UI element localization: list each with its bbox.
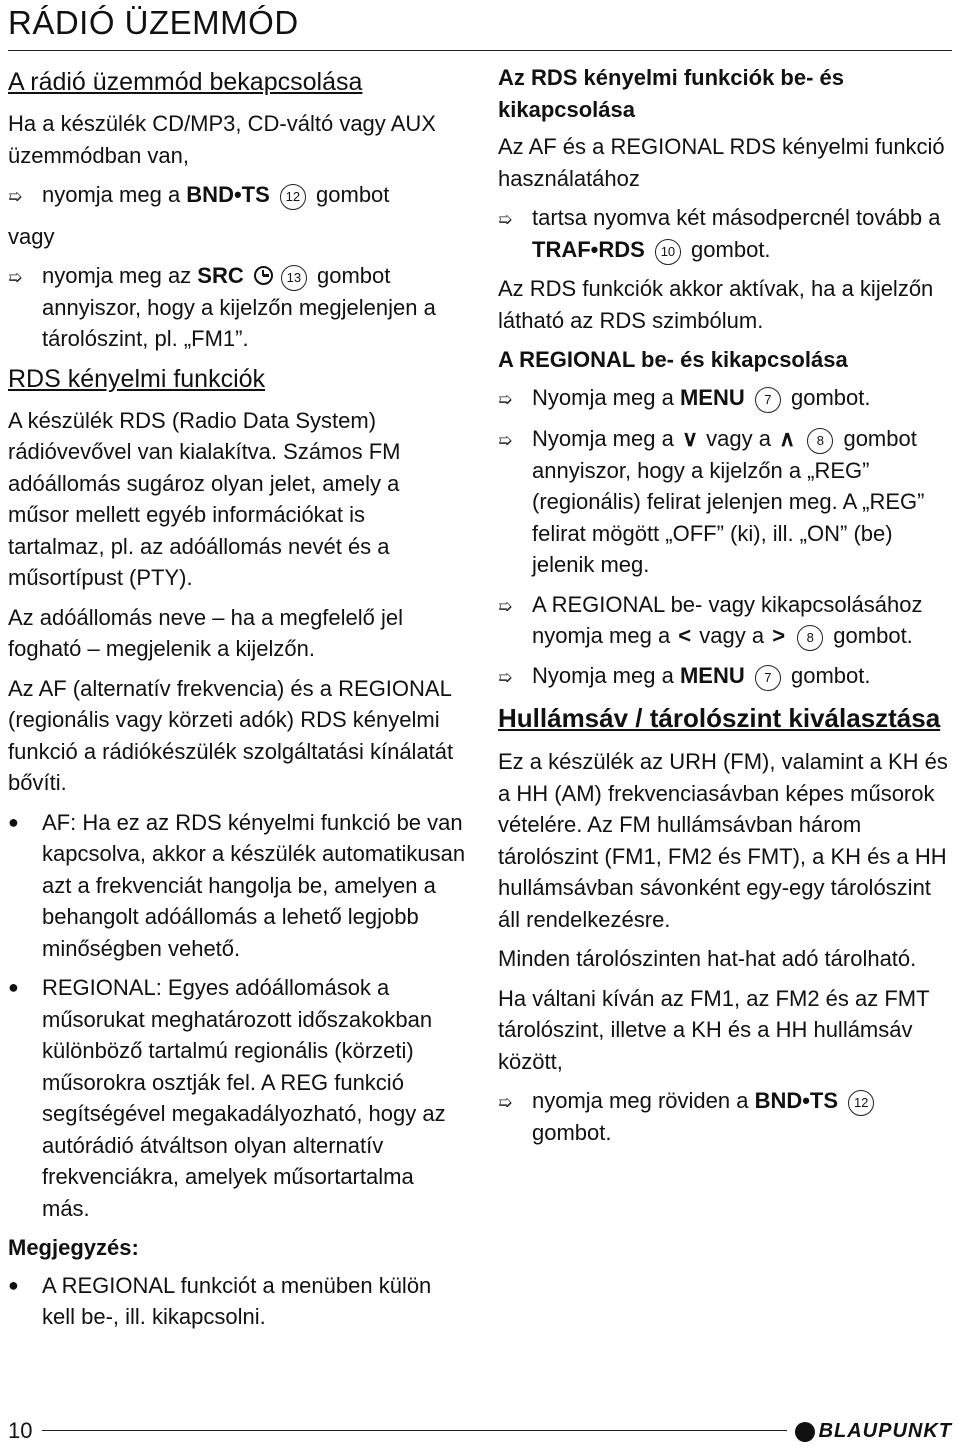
paragraph: Ez a készülék az URH (FM), valamint a KH és a HH (AM) frekvenciasávban képes műsorok vételére. Az FM hullámsávban három tárolószint (FM1, FM2 és FMT), a KH és a HH hullámsávban sávonként egy-egy tárolószint áll rendelkezésre. bbox=[498, 749, 948, 932]
paragraph: Ha a készülék CD/MP3, CD-váltó vagy AUX üzemmódban van, bbox=[8, 111, 436, 168]
arrow-icon: ➯ bbox=[498, 667, 513, 687]
key-number-badge: 13 bbox=[281, 265, 307, 291]
paragraph: Az RDS funkciók akkor aktívak, ha a kijelzőn látható az RDS szimbólum. bbox=[498, 276, 934, 333]
key-number-badge: 8 bbox=[797, 625, 823, 651]
left-column bbox=[8, 62, 466, 1341]
key-label: MENU bbox=[679, 662, 745, 688]
arrow-icon: ➯ bbox=[8, 187, 23, 206]
arrow-icon: ➯ bbox=[498, 431, 513, 450]
paragraph: Ha váltani kíván az FM1, az FM2 és az FMT tárolószint, illetve a KH és a HH hullámsáv között, bbox=[498, 985, 930, 1074]
clock-icon bbox=[254, 266, 273, 285]
key-number-badge: 10 bbox=[655, 239, 681, 265]
instruction-item: ➯ nyomja meg az SRC 13 gombot annyiszor, hogy a kijelzőn megjelenjen a tárolószint, pl. „FM1”. bbox=[8, 260, 466, 355]
arrow-icon: ➯ bbox=[498, 210, 513, 229]
bullet-item-regional: ● REGIONAL: Egyes adóállomások a műsorukat meghatározott időszakokban különböző tartalmú regionális (körzeti) műsorokra osztják fel. A REG funkció segítségével megakadályozható, hogy az autórádió átváltson olyan alternatív frekvenciákra, amelyek műsortartalma más. bbox=[8, 972, 466, 1224]
instruction-item: ➯ Nyomja meg a ∨ vagy a ∧ 8 gombot annyiszor, hogy a kijelzőn a „REG” (regionális) felirat jelenjen meg. A „REG” felirat mögött „OFF” (ki), ill. „ON” (be) jelenik meg. bbox=[498, 423, 954, 581]
bullet-item-af: ● AF: Ha ez az RDS kényelmi funkció be van kapcsolva, akkor a készülék automatikusan azt a frekvenciát hangolja be, amelyen a behangolt adóállomás a lehető legjobb minőségben vehető. bbox=[8, 807, 466, 965]
chevron-left-icon: < bbox=[678, 623, 692, 648]
bullet-icon: ● bbox=[8, 1274, 19, 1295]
key-number-badge: 12 bbox=[848, 1090, 874, 1116]
key-number-badge: 7 bbox=[755, 665, 781, 691]
chevron-down-icon: ∨ bbox=[681, 426, 699, 451]
section-heading-band: Hullámsáv / tárolószint kiválasztása bbox=[498, 703, 941, 733]
bullet-icon: ● bbox=[8, 977, 19, 997]
brand-mark-icon bbox=[795, 1422, 815, 1442]
instruction-item: ➯ A REGIONAL be- vagy kikapcsolásához nyomja meg a < vagy a > 8 gombot. bbox=[498, 589, 954, 652]
or-text: vagy bbox=[8, 223, 55, 249]
key-label: MENU bbox=[679, 384, 745, 410]
arrow-icon: ➯ bbox=[498, 1093, 513, 1112]
section-heading-rds-toggle: Az RDS kényelmi funkciók be- és kikapcsolása bbox=[498, 65, 844, 122]
note-heading: Megjegyzés: bbox=[8, 1235, 139, 1260]
right-column bbox=[498, 62, 954, 1156]
brand-name: BLAUPUNKT bbox=[818, 1420, 952, 1442]
paragraph: A készülék RDS (Radio Data System) rádióvevővel van kialakítva. Számos FM adóállomás sugároz olyan jelet, amely a műsor mellett egyéb információkat is tartalmaz, pl. az adóállomás nevét és a műsortípust (PTY). bbox=[8, 407, 401, 590]
brand-logo bbox=[787, 1420, 952, 1443]
paragraph: Az adóállomás neve – ha a megfelelő jel fogható – megjelenik a kijelzőn. bbox=[8, 604, 404, 661]
paragraph: Az AF és a REGIONAL RDS kényelmi funkció használatához bbox=[498, 134, 945, 191]
instruction-item: ➯ nyomja meg a BND•TS 12 gombot bbox=[8, 179, 466, 213]
bullet-icon: ● bbox=[8, 811, 19, 832]
instruction-item: ➯ Nyomja meg a MENU 7 gombot. bbox=[498, 382, 954, 416]
key-label: TRAF•RDS bbox=[532, 236, 645, 262]
title-divider bbox=[8, 50, 952, 51]
instruction-item: ➯ tartsa nyomva két másodpercnél tovább a TRAF•RDS 10 gombot. bbox=[498, 202, 954, 265]
arrow-icon: ➯ bbox=[498, 596, 513, 616]
instruction-item: ➯ Nyomja meg a MENU 7 gombot. bbox=[498, 660, 954, 694]
note-bullet: ● A REGIONAL funkciót a menüben külön kell be-, ill. kikapcsolni. bbox=[8, 1270, 466, 1333]
paragraph: Az AF (alternatív frekvencia) és a REGIONAL (regionális vagy körzeti adók) RDS kényelmi funkció a rádiókészülék szolgáltatási kínálatát bővíti. bbox=[8, 675, 454, 795]
key-number-badge: 12 bbox=[280, 184, 306, 210]
section-heading-regional: A REGIONAL be- és kikapcsolása bbox=[498, 347, 848, 372]
chevron-up-icon: ∧ bbox=[779, 426, 796, 451]
paragraph: Minden tárolószinten hat-hat adó tárolható. bbox=[498, 946, 917, 971]
section-heading-rds: RDS kényelmi funkciók bbox=[8, 364, 266, 393]
key-label: SRC bbox=[197, 263, 244, 288]
arrow-icon: ➯ bbox=[8, 268, 23, 287]
arrow-icon: ➯ bbox=[498, 389, 513, 409]
key-number-badge: 8 bbox=[807, 428, 833, 454]
section-heading-radio-on: A rádió üzemmód bekapcsolása bbox=[8, 68, 363, 96]
chevron-right-icon: > bbox=[772, 623, 786, 648]
instruction-item: ➯ nyomja meg röviden a BND•TS 12 gombot. bbox=[498, 1085, 954, 1148]
page-number: 10 bbox=[8, 1418, 33, 1443]
key-label: BND•TS bbox=[754, 1088, 839, 1113]
key-label: BND•TS bbox=[186, 182, 270, 207]
key-number-badge: 7 bbox=[755, 387, 781, 413]
page-title: RÁDIÓ ÜZEMMÓD bbox=[8, 4, 299, 41]
